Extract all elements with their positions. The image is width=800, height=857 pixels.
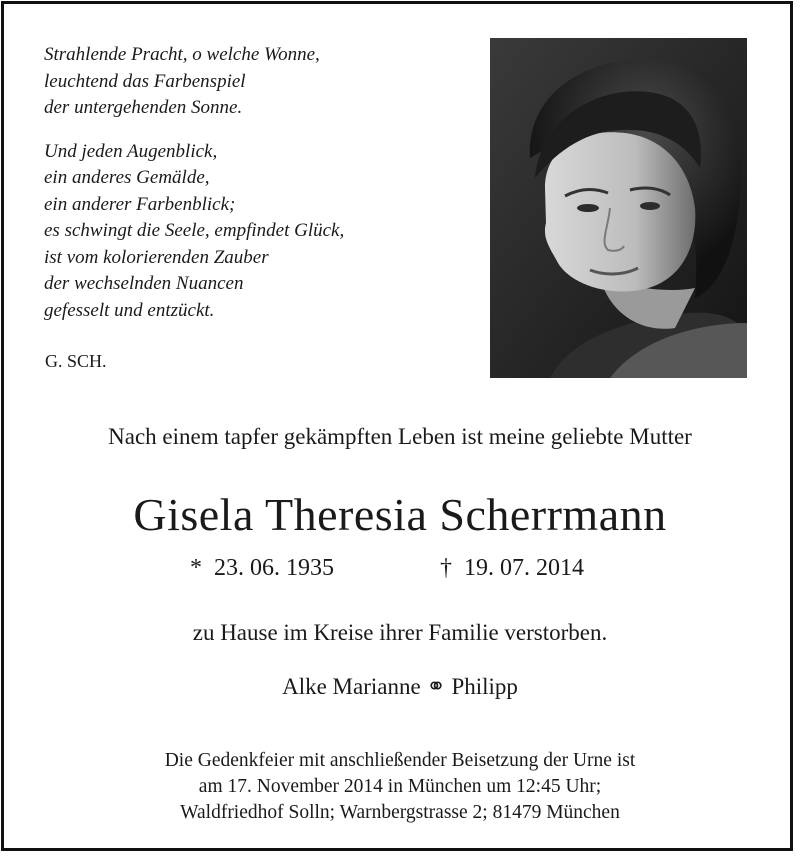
death-date: 19. 07. 2014: [464, 555, 584, 581]
stanza-gap: [44, 122, 464, 139]
death-date-group: [440, 555, 584, 582]
ceremony-line: Waldfriedhof Solln; Warnbergstrasse 2; 81479 München: [180, 802, 620, 823]
poem: [44, 42, 464, 324]
passed-text: zu Hause im Kreise ihrer Familie verstorben.: [192, 620, 608, 645]
poem-line: es schwingt die Seele, empfindet Glück,: [44, 220, 345, 241]
ceremony-line: Die Gedenkfeier mit anschließender Beisetzung der Urne ist: [164, 750, 636, 771]
poem-line: ist vom kolorierenden Zauber: [44, 246, 269, 268]
ceremony-line: am 17. November 2014 in München um 12:45 Uhr;: [198, 776, 602, 797]
poem-line: der untergehenden Sonne.: [44, 97, 243, 118]
family-names: [0, 674, 800, 700]
birth-date-group: [190, 555, 334, 582]
ceremony-info: [0, 748, 800, 826]
family-name-2: Philipp: [451, 674, 518, 699]
death-cross-icon: †: [440, 555, 452, 581]
birth-star-icon: *: [190, 555, 202, 581]
poem-line: ein anderer Farbenblick;: [44, 193, 236, 215]
poem-line: leuchtend das Farbenspiel: [44, 70, 246, 92]
marriage-rings-icon: ⚭: [426, 674, 446, 699]
poem-line: Und jeden Augenblick,: [44, 140, 218, 162]
intro-text: Nach einem tapfer gekämpften Leben ist meine geliebte Mutter: [108, 424, 692, 449]
deceased-name: Gisela Theresia Scherrmann: [133, 489, 667, 540]
birth-date: 23. 06. 1935: [214, 555, 334, 581]
poem-line: Strahlende Pracht, o welche Wonne,: [44, 44, 320, 65]
poem-line: gefesselt und entzückt.: [44, 299, 215, 321]
portrait-illustration: [490, 38, 747, 378]
poem-line: ein anderes Gemälde,: [44, 167, 210, 188]
poem-author: G. SCH.: [45, 351, 107, 371]
portrait-photo-icon: [490, 38, 747, 378]
poem-line: der wechselnden Nuancen: [44, 273, 244, 294]
family-name-1: Alke Marianne: [282, 674, 421, 699]
